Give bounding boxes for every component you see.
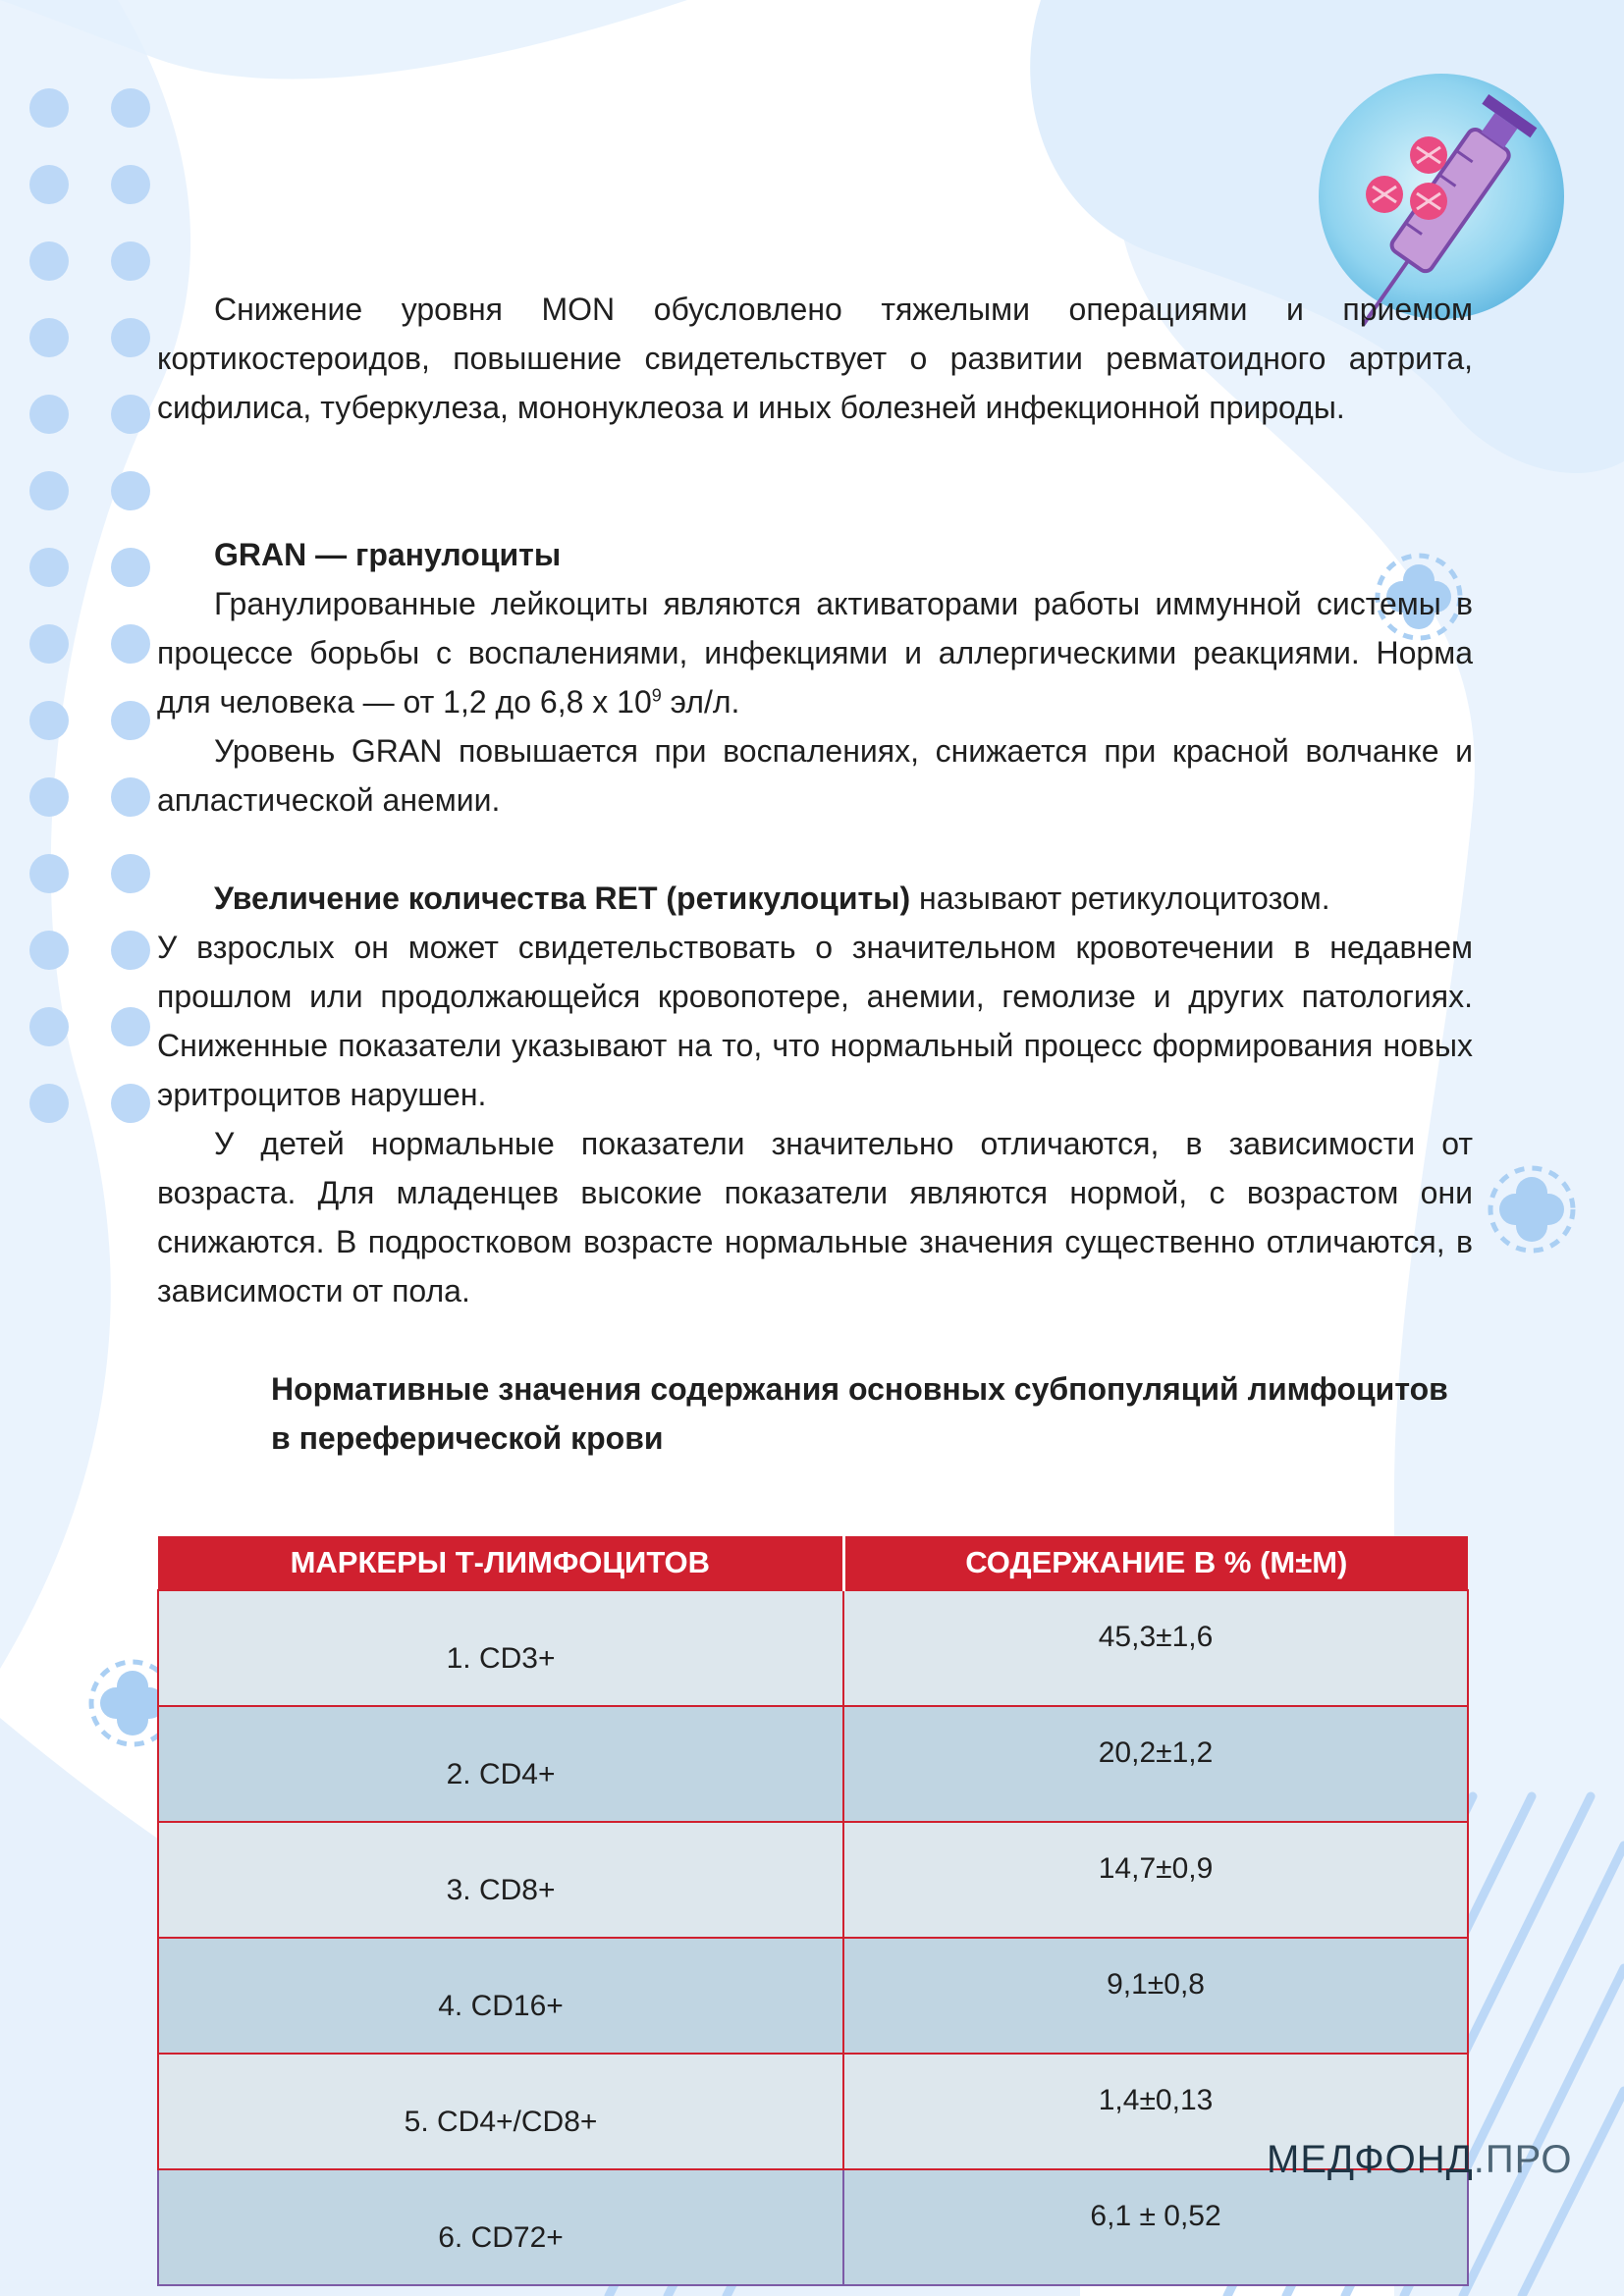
mon-paragraph: Снижение уровня MON обусловлено тяжелыми операциями и приемом кортикостероидов, повышение свидетельствует о развитии ревматоидного артрита, сифилиса, туберкулеза, мононуклеоза и иных болезней инфекционной природы.	[157, 292, 1473, 425]
ret-intro: Увеличение количества RET (ретикулоциты) называют ретикулоцитозом.	[214, 881, 1330, 916]
medfond-logo: МЕДФОНД.ПРО	[1267, 2138, 1573, 2181]
marker-cell: 3. CD8+	[158, 1822, 843, 1938]
ret-paragraph: У взрослых он может свидетельствовать о значительном кровотечении в недавнем прошлом или продолжающейся кровопотере, анемии, гемолизе и других патологиях. Сниженные показатели указывают на то, что нормальный процесс формирования новых эритроцитов нарушен.	[157, 930, 1473, 1112]
ret-bold: Увеличение количества RET (ретикулоциты)	[214, 881, 911, 916]
table-row	[158, 1822, 1468, 1938]
table-title-line-2: в переферической крови	[271, 1420, 664, 1456]
table-row	[158, 2169, 1468, 2285]
column-header-content: СОДЕРЖАНИЕ В % (M±M)	[843, 1536, 1468, 1590]
column-header-markers: МАРКЕРЫ Т-ЛИМФОЦИТОВ	[158, 1536, 843, 1590]
value-cell: 45,3±1,6	[843, 1590, 1468, 1706]
table-row	[158, 1706, 1468, 1822]
children-paragraph: У детей нормальные показатели значительно отличаются, в зависимости от возраста. Для младенцев высокие показатели являются нормой, с возрастом они снижаются. В подростковом возрасте нормальные значения существенно отличаются, в зависимости от пола.	[157, 1126, 1473, 1308]
value-cell: 20,2±1,2	[843, 1706, 1468, 1822]
table-row	[158, 1590, 1468, 1706]
gran-heading: GRAN — гранулоциты	[214, 537, 562, 572]
article-body	[157, 285, 1473, 1463]
exponent: 9	[651, 685, 662, 706]
value-cell: 6,1 ± 0,52	[843, 2169, 1468, 2285]
value-cell: 1,4±0,13	[843, 2054, 1468, 2169]
table-title-line-1: Нормативные значения содержания основных субпопуляций лимфоцитов	[271, 1371, 1448, 1407]
marker-cell: 4. CD16+	[158, 1938, 843, 2054]
table-row	[158, 1938, 1468, 2054]
marker-cell: 2. CD4+	[158, 1706, 843, 1822]
value-cell: 9,1±0,8	[843, 1938, 1468, 2054]
marker-cell: 1. CD3+	[158, 1590, 843, 1706]
marker-cell: 5. CD4+/CD8+	[158, 2054, 843, 2169]
gran-paragraph-1: Гранулированные лейкоциты являются активаторами работы иммунной системы в процессе борьбы с воспалениями, инфекциями и аллергическими реакциями. Норма для человека — от 1,2 до 6,8 х $10^9$ эл/л.	[157, 586, 1473, 720]
marker-cell: 6. CD72+	[158, 2169, 843, 2285]
gran-paragraph-2: Уровень GRAN повышается при воспалениях, снижается при красной волчанке и апластической анемии.	[157, 733, 1473, 818]
value-cell: 14,7±0,9	[843, 1822, 1468, 1938]
